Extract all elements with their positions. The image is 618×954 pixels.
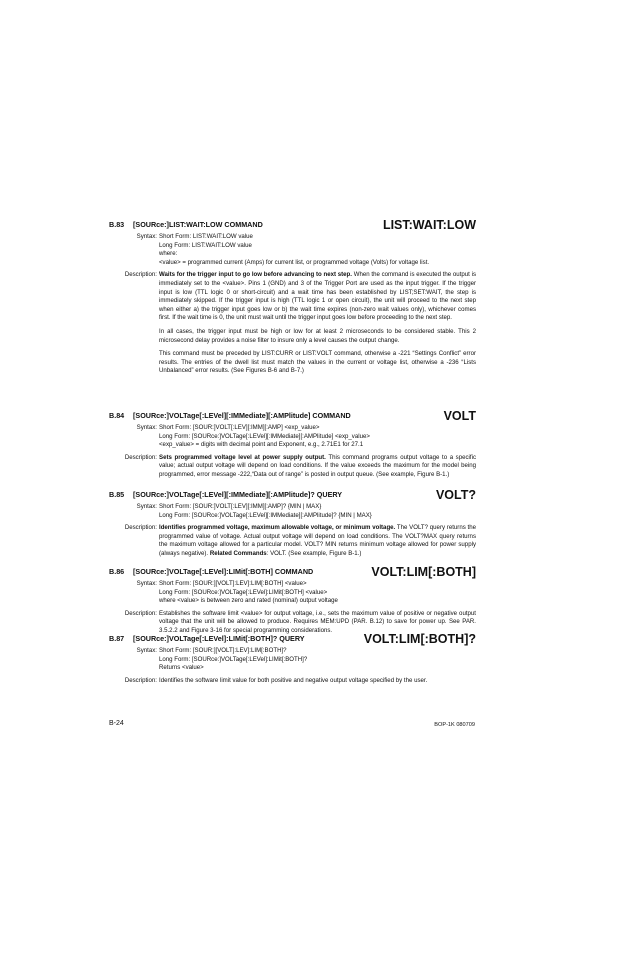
syntax-row	[109, 233, 476, 267]
command-keyword: VOLT:LIM[:BOTH]	[371, 565, 476, 579]
section-title: [SOURce:]VOLTage[:LEVel]:LIMit[:BOTH]? QUERY	[133, 634, 305, 643]
description-paragraph: Establishes the software limit <value> for output voltage, i.e., sets the maximum value of positive or negative output voltage that the unit will be allowed to produce. Requires MEM:UPD (PAR. B.12) to save for power up. See PAR. 3.5.2.2 and Figure 3-16 for special programming considerations.	[159, 609, 476, 634]
syntax-line: Long Form: LIST:WAIT:LOW value	[159, 241, 252, 249]
section-title: [SOURce:]VOLTage[:LEVel]:LIMit[:BOTH] COMMAND	[133, 567, 314, 576]
syntax-line: where <value> is between zero and rated (nominal) output voltage	[159, 597, 338, 605]
command-keyword: VOLT:LIM[:BOTH]?	[363, 632, 476, 646]
syntax-line: Long Form: [SOURce:]VOLTage[:LEVel][:IMMediate][:AMPlitude]? {MIN | MAX}	[159, 511, 372, 519]
syntax-row	[109, 503, 476, 520]
description-paragraph	[159, 524, 476, 558]
section-title: [SOURce:]VOLTage[:LEVel][:IMMediate][:AMPlitude] COMMAND	[133, 411, 351, 420]
section-title: [SOURce:]LIST:WAIT:LOW COMMAND	[133, 220, 263, 229]
section-header	[109, 632, 476, 646]
description-row	[109, 271, 476, 376]
syntax-line: Short Form: [SOUR:][VOLT]:LEV]:LIM[:BOTH] <value>	[159, 580, 307, 587]
command-keyword: VOLT?	[435, 488, 476, 502]
syntax-label: Syntax:	[136, 233, 157, 240]
description-paragraph	[159, 454, 476, 480]
description-paragraph: Identifies the software limit value for both positive and negative output voltage specified by the user.	[159, 676, 428, 684]
section-title: [SOURce:]VOLTage[:LEVel][:IMMediate][:AMPlitude]? QUERY	[133, 490, 343, 499]
description-label: Description:	[124, 271, 157, 279]
section-number: B.84	[109, 411, 125, 420]
related-commands-label: Related Commands	[209, 549, 267, 557]
syntax-label: Syntax:	[136, 647, 157, 654]
description-text: : VOLT. (See example, Figure B-1.)	[266, 549, 362, 557]
description-text: The VOLT? query returns the programmed value of voltage. Actual output voltage will depend on load conditions. The VOLT?MAX query returns the maximum voltage allowed for a particular model. VOLT? MIN returns minimum voltage allowed for power supply (always negative).	[159, 524, 476, 557]
description-text: This command programs output voltage to a specific value; actual output voltage will depend on load conditions. If the value exceeds the maximum for the model being programmed, error message -222,“Data out of range” is posted in output queue. (See example, Figure B-1.)	[159, 453, 477, 478]
section-number: B.86	[109, 567, 125, 576]
syntax-line: <value> = programmed current (Amps) for current list, or programmed voltage (Volts) for voltage list.	[159, 258, 430, 266]
section-number: B.83	[109, 220, 125, 229]
syntax-line: <exp_value> = digits with decimal point and Exponent, e.g., 2.71E1 for 27.1	[159, 441, 364, 449]
description-label: Description:	[124, 453, 157, 461]
description-label: Description:	[124, 676, 157, 684]
description-label: Description:	[124, 524, 157, 532]
section-number: B.85	[109, 490, 125, 499]
description-row	[109, 454, 476, 480]
description-row	[109, 524, 476, 558]
description-paragraph: In all cases, the trigger input must be high or low for at least 2 microseconds to be considered stable. This 2 microsecond delay provides a noise filter to insure only a level causes the output change.	[159, 327, 476, 344]
description-paragraph: This command must be preceded by LIST:CURR or LIST:VOLT command, otherwise a -221 “Settings Conflict” error results. The entries of the dwell list must match the values in the current or voltage list, otherwise a -236 “Lists Unbalanced” error results. (See Figures B-6 and B-7.)	[159, 350, 476, 375]
section-number: B.87	[109, 634, 125, 643]
section-header	[109, 409, 476, 423]
section-b87	[109, 632, 476, 688]
syntax-line: Long Form: [SOURce:]VOLTage[:LEVel]:LIMit[:BOTH] <value>	[159, 588, 328, 596]
section-b84	[109, 409, 476, 483]
syntax-label: Syntax:	[136, 424, 157, 431]
syntax-line: Short Form: [SOUR:]VOLT[:LEV][:IMM][:AMP] <exp_value>	[159, 424, 320, 431]
syntax-row	[109, 580, 476, 606]
description-text: When the command is executed the output is immediately set to the <value>. Pins 1 (GND) and 3 of the Trigger Port are used as the input trigger. If the trigger input is low (TTL logic 0 or short-circuit) and a wait time has been established by LIST;SET:WAIT, the step is immediately skipped. If the trigger input is high (TTL logic 1 or open circuit), the unit will proceed to the next step when either a) the trigger input goes low or b) the wait time expires (non-zero wait values only), whichever comes first. If the wait time is 0, the unit must wait until the trigger input goes low before proceeding to the next step.	[159, 271, 476, 322]
section-b86	[109, 565, 476, 639]
syntax-line: Short Form: [SOUR:][VOLT]:LEV]:LIM[:BOTH]?	[159, 647, 287, 654]
description-lead: Sets programmed voltage level at power supply output.	[159, 453, 326, 461]
description-row	[109, 677, 476, 686]
description-paragraph	[159, 271, 476, 323]
syntax-line: Returns <value>	[159, 664, 204, 672]
section-header	[109, 488, 476, 502]
syntax-line: Long Form: [SOURce:]VOLTage[:LEVel]:LIMit[:BOTH]?	[159, 655, 308, 663]
syntax-label: Syntax:	[136, 580, 157, 587]
description-lead: Identifies programmed voltage, maximum allowable voltage, or minimum voltage.	[159, 524, 396, 532]
syntax-label: Syntax:	[136, 503, 157, 510]
section-header	[109, 565, 476, 579]
command-keyword: VOLT	[443, 409, 476, 423]
page-number: B-24	[109, 720, 124, 727]
description-label: Description:	[124, 609, 157, 617]
document-id: BOP-1K 080709	[434, 722, 475, 728]
syntax-line: Short Form: [SOUR:]VOLT[:LEV][:IMM][:AMP]? {MIN | MAX}	[159, 503, 322, 510]
description-lead: Waits for the trigger input to go low before advancing to next step.	[159, 271, 352, 279]
syntax-row	[109, 424, 476, 450]
syntax-line: where:	[159, 250, 178, 258]
syntax-line: Long Form: [SOURce:]VOLTage[:LEVel][:IMMediate][:AMPlitude] <exp_value>	[159, 432, 370, 440]
section-b83	[109, 218, 476, 379]
section-header	[109, 218, 476, 232]
section-b85	[109, 488, 476, 562]
syntax-row	[109, 647, 476, 673]
syntax-line: Short Form: LIST:WAIT:LOW value	[159, 233, 253, 240]
command-keyword: LIST:WAIT:LOW	[382, 218, 476, 232]
